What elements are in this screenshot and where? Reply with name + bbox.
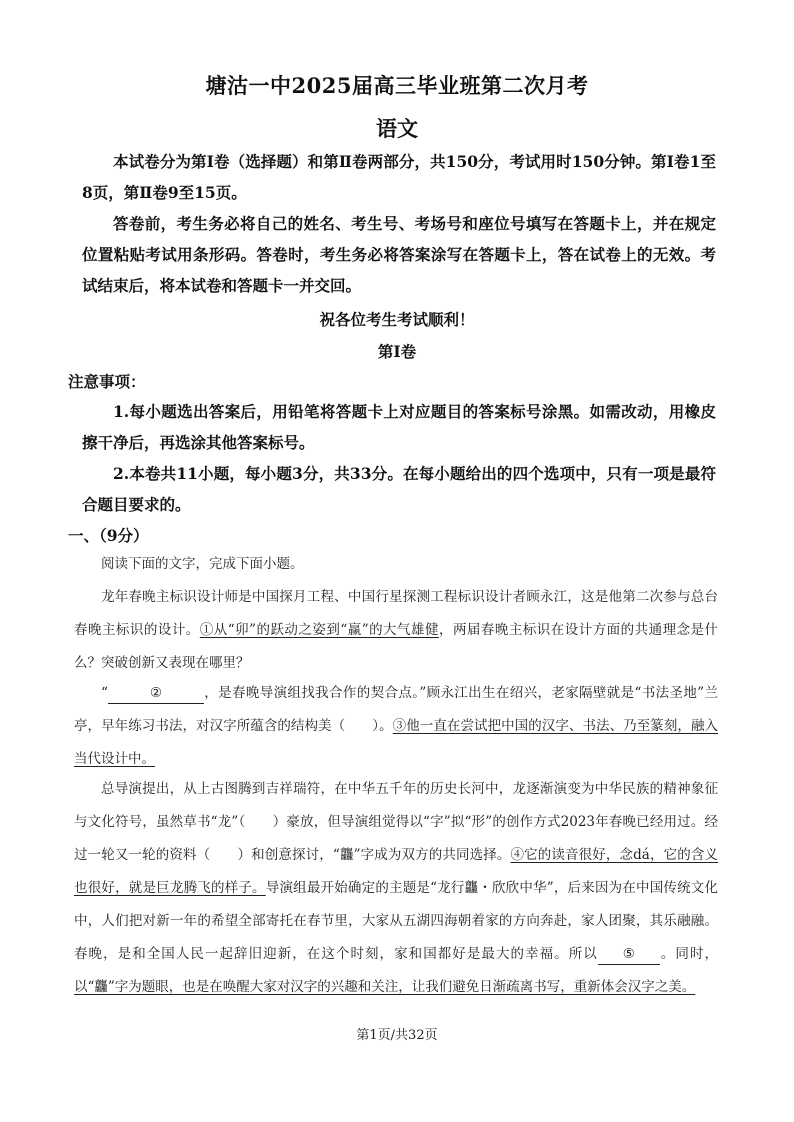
notice-label: 注意事项： (68, 372, 146, 391)
para1-text-c: ，两届春晚主标识在设计方面的共通理念是什么？突破创新又表现在哪里？ (74, 622, 719, 671)
section-title: 第Ⅰ卷 (377, 342, 417, 361)
passage-paragraph-3 (74, 773, 718, 1004)
para3-text-a: 总导演提出，从上古图腾到吉祥瑞符，在中华五千年的历史长河中，龙逐渐演变为中华民族的精神象征与文化符号，虽然草书“龙”（ ）豪放，但导演组觉得以“字”拟“形”的创作方式2023年春晚已经用过。经过一轮又一轮的资料（ ）和创意探讨，“龘”字成为双方的共同选择。 (74, 781, 718, 863)
para1-text-a: 龙年春晚主标识设计师是中国探月工程、中国行星探测工程标识设计者顾永江，这是他第二次参与总台春晚主标识的设计。 (74, 589, 718, 638)
passage-paragraph-1 (74, 581, 718, 680)
underlined-sentence-4: ④它的读音很好，念dá，它的含义也很好，就是巨龙腾飞的样子。 (74, 847, 718, 896)
para2-open-quote: “ (101, 685, 108, 701)
fill-blank-5: ⑤ (598, 944, 660, 965)
para3-text-d: 。同时， (659, 946, 719, 962)
fill-blank-2: ② (108, 683, 204, 704)
intro-paragraph-1: 本试卷分为第Ⅰ卷（选择题）和第Ⅱ卷两部分，共150分，考试用时150分钟。第Ⅰ卷1至8页，第Ⅱ卷9至15页。 (82, 152, 716, 202)
notice-item-1: 1.每小题选出答案后，用铅笔将答题卡上对应题目的答案标号涂黑。如需改动，用橡皮擦干净后，再选涂其他答案标号。 (82, 402, 716, 452)
intro-paragraph-2: 答卷前，考生务必将自己的姓名、考生号、考场号和座位号填写在答题卡上，并在规定位置粘贴考试用条形码。答卷时，考生务必将答案涂写在答题卡上，答在试卷上的无效。考试结束后，将本试卷和答题卡一并交回。 (82, 214, 716, 295)
underlined-sentence-1: ①从“卯”的跃动之姿到“赢”的大气雄健 (199, 622, 439, 638)
part-heading: 一、（9分） (68, 526, 149, 545)
exam-title: 塘沽一中2025届高三毕业班第二次月考 (205, 73, 589, 98)
underlined-sentence-3: ③他一直在尝试把中国的汉字、书法、乃至篆刻，融入当代设计中。 (74, 718, 719, 767)
underlined-sentence-6: 以“龘”字为题眼，也是在唤醒大家对汉字的兴趣和关注，让我们避免日渐疏离书写，重新体会汉字之美。 (74, 979, 696, 995)
passage-paragraph-2 (74, 677, 718, 776)
subject-title: 语文 (376, 116, 418, 141)
page-number: 第1页/共32页 (356, 1028, 438, 1043)
para2-text-a: ，是春晚导演组找我合作的契合点。”顾永江出生在绍兴，老家隔壁就是“书法圣地”兰亭，早年练习书法，对汉字所蕴含的结构美（ ）。 (74, 685, 718, 734)
para3-text-c: 导演组最开始确定的主题是“龙行龘・欣欣中华”，后来因为在中国传统文化中，人们把对新一年的希望全部寄托在春节里，大家从五湖四海朝着家的方向奔赴，家人团聚，其乐融融。春晚，是和全国人民一起辞旧迎新，在这个时刻，家和国都好是最大的幸福。所以 (74, 880, 719, 962)
wish-line: 祝各位考生考试顺利！ (319, 310, 475, 329)
reading-instruction: 阅读下面的文字，完成下面小题。 (101, 556, 304, 572)
notice-item-2: 2.本卷共11小题，每小题3分，共33分。在每小题给出的四个选项中，只有一项是最符合题目要求的。 (82, 464, 716, 514)
